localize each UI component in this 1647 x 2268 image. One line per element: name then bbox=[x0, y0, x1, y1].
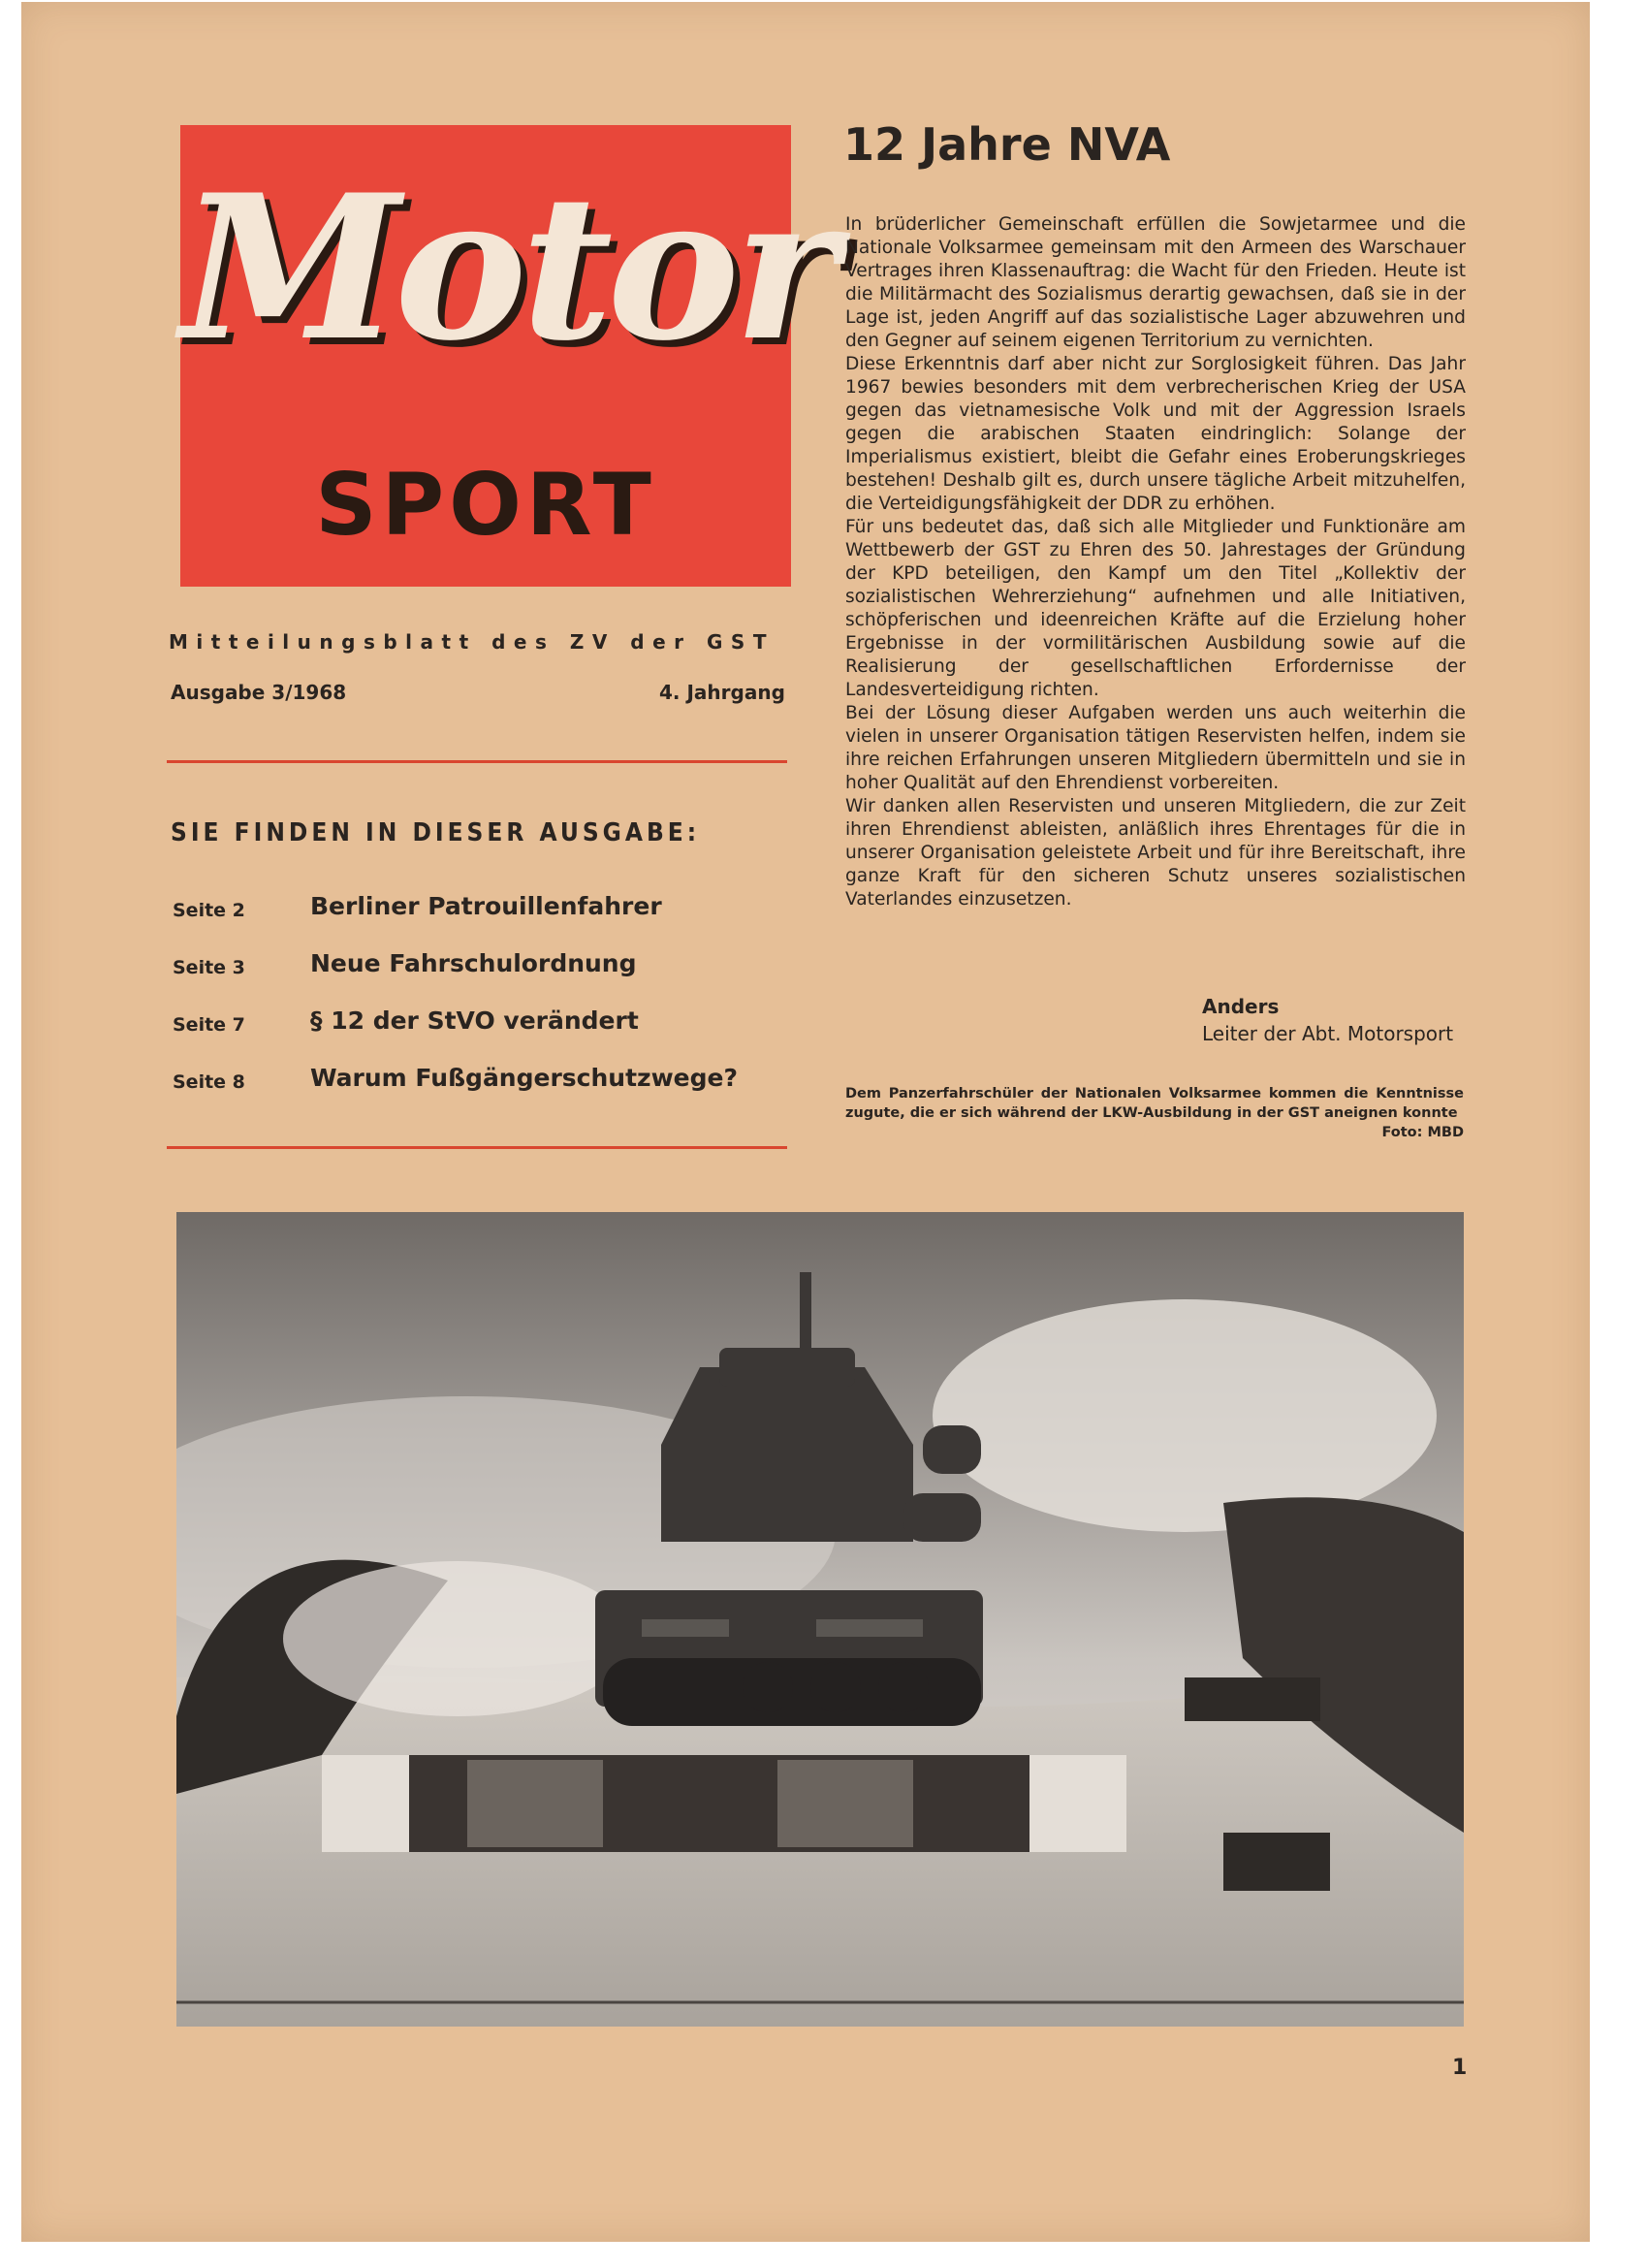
toc-heading: SIE FINDEN IN DIESER AUSGABE: bbox=[171, 818, 701, 847]
article-paragraph: Wir danken allen Reservisten und unseren Mitgliedern, die zur Zeit ihren Ehrendienst ableisten, anläßlich ihres Ehrentages für die in unserer Organisation geleistete Arbeit und für ihre Bereitschaft, ihre ganze Kraft für den sicheren Schutz unseres sozialistischen Vaterlandes einzusetzen. bbox=[845, 796, 1466, 910]
tank-photo bbox=[176, 1212, 1464, 2027]
volume-number: 4. Jahrgang bbox=[659, 681, 785, 704]
toc-page-number: Seite 3 bbox=[173, 957, 245, 978]
page-number: 1 bbox=[1452, 2056, 1468, 2080]
toc-page-number: Seite 2 bbox=[173, 900, 245, 921]
author-role: Leiter der Abt. Motorsport bbox=[1202, 1022, 1454, 1045]
masthead-title-sport: SPORT bbox=[315, 455, 656, 555]
toc-item[interactable] bbox=[173, 1064, 793, 1097]
toc-article-title: Warum Fußgängerschutzwege? bbox=[310, 1064, 738, 1092]
article-headline: 12 Jahre NVA bbox=[843, 118, 1171, 171]
toc-article-title: Neue Fahrschulordnung bbox=[310, 949, 637, 977]
publication-tagline: Mitteilungsblatt des ZV der GST bbox=[169, 630, 775, 654]
article-paragraph: Bei der Lösung dieser Aufgaben werden uns auch weiterhin die vielen in unserer Organisation tätigen Reservisten helfen, indem sie ihre reichen Erfahrungen unseren Mitgliedern übermitteln und sie in hoher Qualität auf den Ehrendienst vorbereiten. bbox=[845, 703, 1466, 793]
caption-text: Dem Panzerfahrschüler der Nationalen Volksarmee kommen die Kenntnisse zugute, die er sich während der LKW-Ausbildung in der GST aneignen konnte bbox=[845, 1086, 1464, 1121]
photo-caption bbox=[845, 1084, 1464, 1142]
toc-article-title: § 12 der StVO verändert bbox=[310, 1006, 639, 1035]
toc-article-title: Berliner Patrouillenfahrer bbox=[310, 892, 662, 920]
newsletter-page bbox=[21, 2, 1590, 2242]
photo-credit: Foto: MBD bbox=[1381, 1125, 1464, 1140]
divider-rule bbox=[167, 760, 787, 763]
author-name: Anders bbox=[1202, 995, 1280, 1018]
toc-item[interactable] bbox=[173, 892, 793, 925]
article-paragraph: In brüderlicher Gemeinschaft erfüllen die Sowjetarmee und die Nationale Volksarmee gemeinsam mit den Armeen des Warschauer Vertrages ihren Klassenauftrag: die Wacht für den Frieden. Heute ist die Militärmacht des Sozialismus derartig gewachsen, daß sie in der Lage ist, jeden Angriff auf das sozialistische Lager abzuwehren und den Gegner auf seinem eigenen Territorium zu vernichten. bbox=[845, 214, 1466, 351]
toc-page-number: Seite 7 bbox=[173, 1014, 245, 1036]
toc-item[interactable] bbox=[173, 1006, 793, 1039]
toc-page-number: Seite 8 bbox=[173, 1071, 245, 1093]
divider-rule bbox=[167, 1146, 787, 1149]
article-paragraph: Diese Erkenntnis darf aber nicht zur Sorglosigkeit führen. Das Jahr 1967 bewies besonders mit dem verbrecherischen Krieg der USA gegen das vietnamesische Volk und mit der Aggression Israels gegen die arabischen Staaten eindringlich: Solange der Imperialismus existiert, bleibt die Gefahr eines Eroberungskrieges bestehen! Deshalb gilt es, durch unsere tägliche Arbeit mitzuhelfen, die Verteidigungsfähigkeit der DDR zu erhöhen. bbox=[845, 354, 1466, 514]
issue-number: Ausgabe 3/1968 bbox=[171, 681, 347, 704]
masthead-logo bbox=[180, 125, 834, 587]
toc-item[interactable] bbox=[173, 949, 793, 982]
article-paragraph: Für uns bedeutet das, daß sich alle Mitglieder und Funktionäre am Wettbewerb der GST zu Ehren des 50. Jahrestages der Gründung der KPD beteiligen, den Kampf um den Titel „Kollektiv der sozialistischen Wehrerziehung“ aufnehmen und alle Initiativen, schöpferischen und ideenreichen Kräfte auf die Erzielung hoher Ergebnisse in der vormilitärischen Ausbildung sowie auf die Realisierung der gesellschaftlichen Erfordernisse der Landesverteidigung richten. bbox=[845, 517, 1466, 700]
article-body bbox=[845, 213, 1466, 911]
masthead-title-motor: Motor bbox=[180, 152, 834, 385]
